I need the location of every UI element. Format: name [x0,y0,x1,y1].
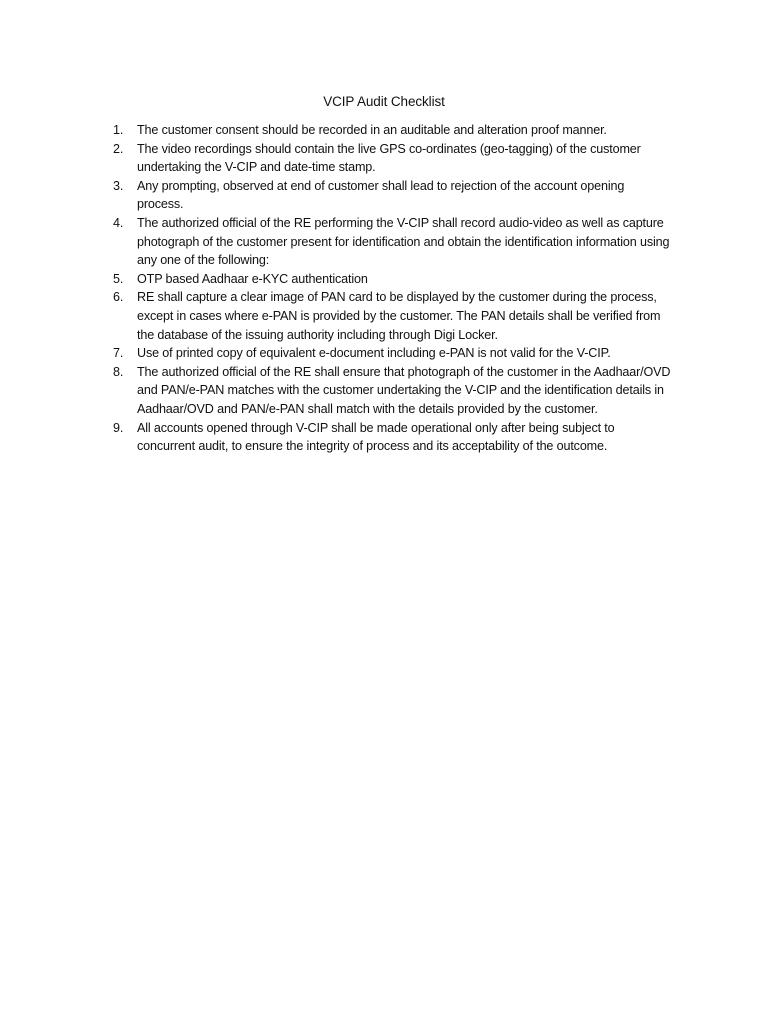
checklist-item-5 [113,270,673,289]
item-text: All accounts opened through V-CIP shall be made operational only after being subject to concurrent audit, to ensure the integrity of process and its acceptability of the outcome. [137,420,615,454]
item-number: 3. [113,178,124,193]
checklist-item-1 [113,121,673,140]
item-number: 4. [113,215,124,230]
checklist-item-4 [113,214,673,270]
item-text: The video recordings should contain the live GPS co-ordinates (geo-tagging) of the customer undertaking the V-CIP and date-time stamp. [137,141,641,175]
document-title: VCIP Audit Checklist [323,94,445,109]
item-text: The authorized official of the RE performing the V-CIP shall record audio-video as well as capture photograph of the customer present for identification and obtain the identification information using any one of the following: [137,215,670,268]
checklist-item-9 [113,419,673,456]
item-number: 7. [113,346,124,361]
item-number: 6. [113,290,124,305]
checklist-item-7 [113,344,673,363]
item-number: 1. [113,123,124,137]
checklist [113,121,673,456]
item-text: The customer consent should be recorded in an auditable and alteration proof manner. [137,123,607,137]
item-text: The authorized official of the RE shall ensure that photograph of the customer in the Aadhaar/OVD and PAN/e-PAN matches with the customer undertaking the V-CIP and the identification details in Aadhaar/OVD and PAN/e-PAN shall match with the details provided by the customer. [137,364,671,416]
item-text: Any prompting, observed at end of customer shall lead to rejection of the account opening process. [137,178,625,212]
item-text: Use of printed copy of equivalent e-document including e-PAN is not valid for the V-CIP. [137,346,611,361]
checklist-item-8 [113,363,673,419]
item-number: 5. [113,271,124,286]
item-number: 8. [113,364,124,379]
checklist-item-2 [113,140,673,177]
item-text: RE shall capture a clear image of PAN card to be displayed by the customer during the process, except in cases where e-PAN is provided by the customer. The PAN details shall be verified from the database of the issuing authority including through Digi Locker. [137,290,661,342]
item-number: 2. [113,141,124,156]
item-text: OTP based Aadhaar e-KYC authentication [137,271,368,286]
checklist-item-3 [113,177,673,214]
checklist-item-6 [113,288,673,344]
item-number: 9. [113,420,124,435]
